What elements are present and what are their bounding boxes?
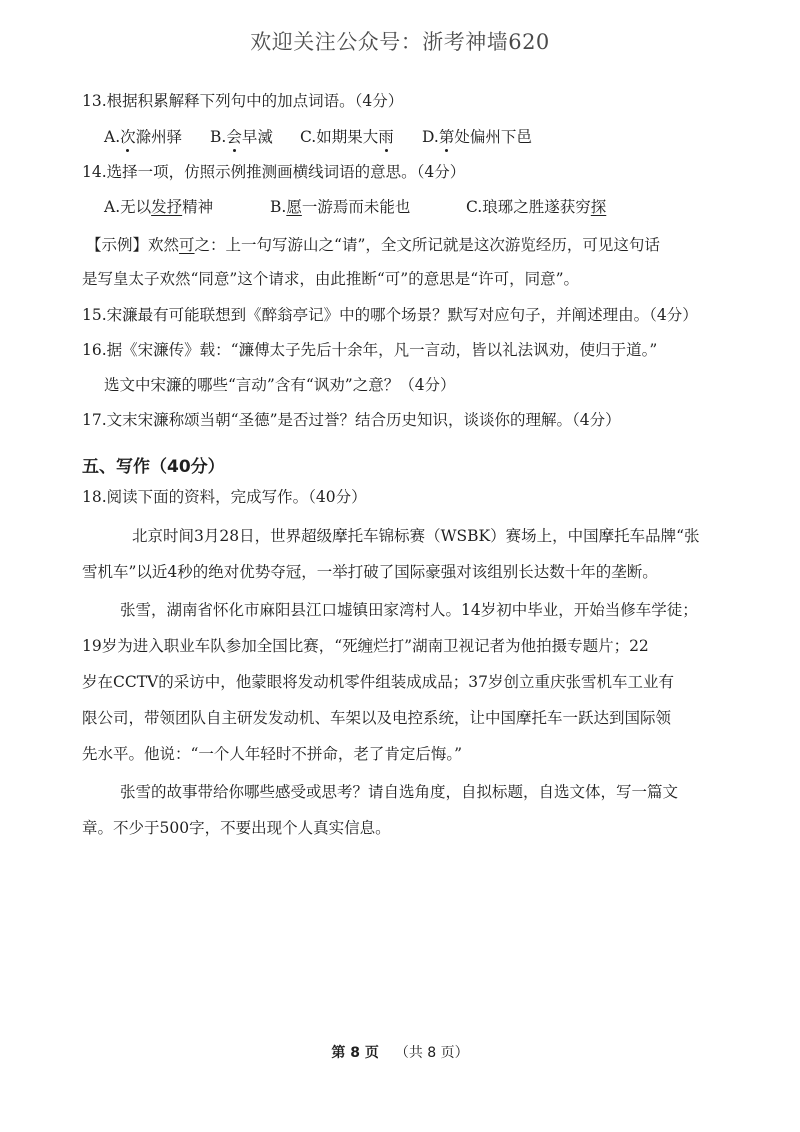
paragraph-line: 张雪的故事带给你哪些感受或思考？请自选角度，自拟标题，自选文体，写一篇文 <box>120 783 679 801</box>
paragraph-line: 张雪，湖南省怀化市麻阳县江口墟镇田家湾村人。14岁初中毕业，开始当修车学徒； <box>120 601 698 619</box>
question-18-stem: 18.阅读下面的资料，完成写作。（40分） <box>82 488 367 506</box>
section-heading-writing: 五、写作（40分） <box>82 457 225 477</box>
page-header-watermark: 欢迎关注公众号：浙考神墙620 <box>250 30 550 54</box>
paragraph-line: 19岁为进入职业车队参加全国比赛，“死缠烂打”湖南卫视记者为他拍摄专题片；22 <box>82 637 649 655</box>
question-13-options <box>104 128 624 150</box>
emphasis-dot-word: 次 <box>120 128 136 146</box>
q14-option-a: A.无以发抒精神 <box>104 198 214 216</box>
paragraph-line: 雪机车”以近4秒的绝对优势夺冠，一举打破了国际豪强对该组别长达数十年的垄断。 <box>82 563 658 581</box>
writing-prompt-paragraph <box>82 774 678 846</box>
emphasis-dot-word: 第 <box>439 128 455 146</box>
q14-option-b: B.愿一游焉而未能也 <box>270 198 411 216</box>
question-14-stem: 14.选择一项，仿照示例推测画横线词语的意思。（4分） <box>82 163 466 181</box>
q13-option-d: D.第 处偏州下邑 <box>422 128 532 147</box>
q14-example-line-1: 【示例】欢然可之：上一句写游山之“请”，全文所记就是这次游览经历，可见这句话 <box>86 236 660 254</box>
paragraph-line: 岁在CCTV的采访中，他蒙眼将发动机零件组装成成品；37岁创立重庆张雪机车工业有 <box>82 673 674 691</box>
paragraph-line: 北京时间3月28日，世界超级摩托车锦标赛（WSBK）赛场上，中国摩托车品牌“张 <box>132 527 700 545</box>
material-paragraph-2 <box>82 592 698 772</box>
page-total: （共 8 页） <box>394 1045 469 1061</box>
question-17: 17.文末宋濂称颂当朝“圣德”是否过誉？结合历史知识，谈谈你的理解。（4分） <box>82 411 621 429</box>
q13-option-c: C.如期果大雨 <box>300 128 394 147</box>
page-footer <box>0 1042 800 1062</box>
material-paragraph-1 <box>82 518 700 590</box>
page-number: 第 8 页 <box>331 1045 379 1061</box>
paragraph-line: 先水平。他说：“一个人年轻时不拼命，老了肯定后悔。” <box>82 745 463 763</box>
paragraph-line: 限公司，带领团队自主研发发动机、车架以及电控系统，让中国摩托车一跃达到国际领 <box>82 709 672 727</box>
question-16-line-1: 16.据《宋濂传》载：“濂傅太子先后十余年，凡一言动，皆以礼法讽劝，使归于道。” <box>82 341 658 359</box>
paragraph-line: 章。不少于500字，不要出现个人真实信息。 <box>82 819 391 837</box>
q13-option-a: A.次 滁州驿 <box>104 128 182 147</box>
emphasis-dot-word: 雨 <box>378 128 394 146</box>
q14-option-c: C.琅琊之胜遂获穷探 <box>466 198 607 216</box>
q13-option-b: B.会 早㵄 <box>210 128 273 147</box>
emphasis-dot-word: 会 <box>226 128 242 146</box>
question-14-options <box>104 198 624 220</box>
question-16-line-2: 选文中宋濂的哪些“言动”含有“讽劝”之意？（4分） <box>104 376 456 394</box>
q14-example-line-2: 是写皇太子欢然“同意”这个请求，由此推断“可”的意思是“许可，同意”。 <box>82 270 580 288</box>
question-15: 15.宋濂最有可能联想到《醉翁亭记》中的哪个场景？默写对应句子，并阐述理由。（4分） <box>82 306 698 324</box>
question-13-stem: 13.根据积累解释下列句中的加点词语。（4分） <box>82 92 404 110</box>
